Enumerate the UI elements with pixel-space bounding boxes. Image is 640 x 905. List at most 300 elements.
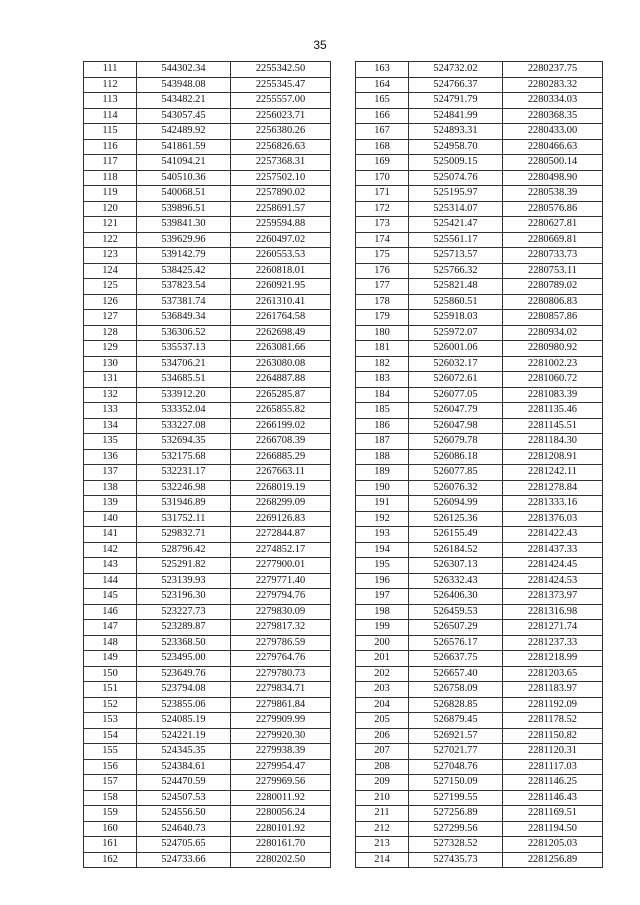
x-coordinate-cell: 540068.51 (137, 186, 231, 202)
point-number-cell: 190 (356, 480, 409, 496)
table-row (84, 387, 331, 403)
point-number-cell: 196 (356, 573, 409, 589)
y-coordinate-cell: 2281120.31 (503, 744, 603, 760)
point-number-cell: 134 (84, 418, 137, 434)
point-number-cell: 122 (84, 232, 137, 248)
y-coordinate-cell: 2269126.83 (231, 511, 331, 527)
y-coordinate-cell: 2280466.63 (503, 139, 603, 155)
point-number-cell: 144 (84, 573, 137, 589)
table-row (84, 635, 331, 651)
table-row (84, 604, 331, 620)
point-number-cell: 147 (84, 620, 137, 636)
point-number-cell: 166 (356, 108, 409, 124)
x-coordinate-cell: 532231.17 (137, 465, 231, 481)
coordinate-table-left (83, 61, 331, 868)
y-coordinate-cell: 2280334.03 (503, 93, 603, 109)
table-row (356, 852, 603, 868)
x-coordinate-cell: 541094.21 (137, 155, 231, 171)
x-coordinate-cell: 524221.19 (137, 728, 231, 744)
table-row (356, 775, 603, 791)
point-number-cell: 189 (356, 465, 409, 481)
x-coordinate-cell: 524766.37 (409, 77, 503, 93)
y-coordinate-cell: 2279938.39 (231, 744, 331, 760)
point-number-cell: 156 (84, 759, 137, 775)
table-row (356, 728, 603, 744)
table-row (356, 480, 603, 496)
x-coordinate-cell: 526507.29 (409, 620, 503, 636)
table-row (84, 449, 331, 465)
point-number-cell: 200 (356, 635, 409, 651)
x-coordinate-cell: 543057.45 (137, 108, 231, 124)
table-row (84, 682, 331, 698)
point-number-cell: 117 (84, 155, 137, 171)
x-coordinate-cell: 527328.52 (409, 837, 503, 853)
y-coordinate-cell: 2281424.45 (503, 558, 603, 574)
y-coordinate-cell: 2281146.43 (503, 790, 603, 806)
point-number-cell: 125 (84, 279, 137, 295)
y-coordinate-cell: 2265285.87 (231, 387, 331, 403)
y-coordinate-cell: 2279771.40 (231, 573, 331, 589)
table-row (84, 821, 331, 837)
y-coordinate-cell: 2265855.82 (231, 403, 331, 419)
table-row (84, 480, 331, 496)
x-coordinate-cell: 523649.76 (137, 666, 231, 682)
point-number-cell: 124 (84, 263, 137, 279)
x-coordinate-cell: 523227.73 (137, 604, 231, 620)
x-coordinate-cell: 524732.02 (409, 62, 503, 78)
x-coordinate-cell: 524384.61 (137, 759, 231, 775)
point-number-cell: 199 (356, 620, 409, 636)
x-coordinate-cell: 543482.21 (137, 93, 231, 109)
x-coordinate-cell: 539629.96 (137, 232, 231, 248)
point-number-cell: 168 (356, 139, 409, 155)
x-coordinate-cell: 526637.75 (409, 651, 503, 667)
table-row (356, 542, 603, 558)
x-coordinate-cell: 525860.51 (409, 294, 503, 310)
point-number-cell: 197 (356, 589, 409, 605)
table-row (84, 186, 331, 202)
y-coordinate-cell: 2279969.56 (231, 775, 331, 791)
y-coordinate-cell: 2279920.30 (231, 728, 331, 744)
x-coordinate-cell: 533227.08 (137, 418, 231, 434)
table-row (356, 496, 603, 512)
table-row (356, 124, 603, 140)
y-coordinate-cell: 2281183.97 (503, 682, 603, 698)
x-coordinate-cell: 526072.61 (409, 372, 503, 388)
x-coordinate-cell: 523289.87 (137, 620, 231, 636)
x-coordinate-cell: 525821.48 (409, 279, 503, 295)
x-coordinate-cell: 526879.45 (409, 713, 503, 729)
point-number-cell: 205 (356, 713, 409, 729)
y-coordinate-cell: 2280789.02 (503, 279, 603, 295)
table-row (84, 697, 331, 713)
x-coordinate-cell: 539896.51 (137, 201, 231, 217)
y-coordinate-cell: 2281192.09 (503, 697, 603, 713)
y-coordinate-cell: 2281333.16 (503, 496, 603, 512)
coordinate-table-body (356, 62, 603, 868)
table-row (356, 93, 603, 109)
point-number-cell: 212 (356, 821, 409, 837)
x-coordinate-cell: 540510.36 (137, 170, 231, 186)
table-row (84, 279, 331, 295)
y-coordinate-cell: 2281135.46 (503, 403, 603, 419)
table-row (84, 666, 331, 682)
x-coordinate-cell: 527048.76 (409, 759, 503, 775)
y-coordinate-cell: 2281422.43 (503, 527, 603, 543)
table-row (356, 837, 603, 853)
x-coordinate-cell: 527256.89 (409, 806, 503, 822)
x-coordinate-cell: 531752.11 (137, 511, 231, 527)
table-row (356, 511, 603, 527)
point-number-cell: 170 (356, 170, 409, 186)
table-row (356, 263, 603, 279)
table-row (84, 620, 331, 636)
point-number-cell: 192 (356, 511, 409, 527)
x-coordinate-cell: 539142.79 (137, 248, 231, 264)
y-coordinate-cell: 2280056.24 (231, 806, 331, 822)
table-row (84, 852, 331, 868)
point-number-cell: 150 (84, 666, 137, 682)
table-row (356, 651, 603, 667)
y-coordinate-cell: 2280368.35 (503, 108, 603, 124)
point-number-cell: 132 (84, 387, 137, 403)
point-number-cell: 121 (84, 217, 137, 233)
x-coordinate-cell: 526657.40 (409, 666, 503, 682)
point-number-cell: 179 (356, 310, 409, 326)
table-row (356, 186, 603, 202)
y-coordinate-cell: 2260553.53 (231, 248, 331, 264)
table-row (84, 263, 331, 279)
x-coordinate-cell: 526758.09 (409, 682, 503, 698)
point-number-cell: 157 (84, 775, 137, 791)
x-coordinate-cell: 525918.03 (409, 310, 503, 326)
x-coordinate-cell: 526079.78 (409, 434, 503, 450)
x-coordinate-cell: 526094.99 (409, 496, 503, 512)
x-coordinate-cell: 525195.97 (409, 186, 503, 202)
x-coordinate-cell: 526125.36 (409, 511, 503, 527)
table-row (356, 713, 603, 729)
table-row (84, 465, 331, 481)
y-coordinate-cell: 2281278.84 (503, 480, 603, 496)
point-number-cell: 158 (84, 790, 137, 806)
x-coordinate-cell: 527021.77 (409, 744, 503, 760)
x-coordinate-cell: 528796.42 (137, 542, 231, 558)
table-row (84, 108, 331, 124)
table-row (84, 341, 331, 357)
y-coordinate-cell: 2281256.89 (503, 852, 603, 868)
point-number-cell: 154 (84, 728, 137, 744)
table-row (356, 573, 603, 589)
table-row (356, 372, 603, 388)
x-coordinate-cell: 542489.92 (137, 124, 231, 140)
x-coordinate-cell: 525713.57 (409, 248, 503, 264)
page-number: 35 (313, 38, 327, 52)
y-coordinate-cell: 2281376.03 (503, 511, 603, 527)
x-coordinate-cell: 523794.08 (137, 682, 231, 698)
y-coordinate-cell: 2280101.92 (231, 821, 331, 837)
point-number-cell: 133 (84, 403, 137, 419)
y-coordinate-cell: 2279764.76 (231, 651, 331, 667)
table-row (84, 496, 331, 512)
point-number-cell: 164 (356, 77, 409, 93)
point-number-cell: 137 (84, 465, 137, 481)
y-coordinate-cell: 2281002.23 (503, 356, 603, 372)
table-row (84, 651, 331, 667)
coordinate-table-body (84, 62, 331, 868)
y-coordinate-cell: 2281178.52 (503, 713, 603, 729)
x-coordinate-cell: 526921.57 (409, 728, 503, 744)
table-row (84, 356, 331, 372)
point-number-cell: 151 (84, 682, 137, 698)
x-coordinate-cell: 537823.54 (137, 279, 231, 295)
x-coordinate-cell: 524841.99 (409, 108, 503, 124)
point-number-cell: 207 (356, 744, 409, 760)
point-number-cell: 123 (84, 248, 137, 264)
table-row (84, 418, 331, 434)
x-coordinate-cell: 526576.17 (409, 635, 503, 651)
x-coordinate-cell: 537381.74 (137, 294, 231, 310)
y-coordinate-cell: 2281194.50 (503, 821, 603, 837)
x-coordinate-cell: 539841.30 (137, 217, 231, 233)
x-coordinate-cell: 526332.43 (409, 573, 503, 589)
table-row (356, 744, 603, 760)
y-coordinate-cell: 2255557.00 (231, 93, 331, 109)
table-row (356, 279, 603, 295)
x-coordinate-cell: 527299.56 (409, 821, 503, 837)
y-coordinate-cell: 2281208.91 (503, 449, 603, 465)
y-coordinate-cell: 2280980.92 (503, 341, 603, 357)
x-coordinate-cell: 524345.35 (137, 744, 231, 760)
y-coordinate-cell: 2280576.86 (503, 201, 603, 217)
y-coordinate-cell: 2281218.99 (503, 651, 603, 667)
point-number-cell: 191 (356, 496, 409, 512)
table-row (356, 170, 603, 186)
point-number-cell: 186 (356, 418, 409, 434)
table-row (356, 620, 603, 636)
point-number-cell: 115 (84, 124, 137, 140)
x-coordinate-cell: 524640.73 (137, 821, 231, 837)
y-coordinate-cell: 2256380.26 (231, 124, 331, 140)
x-coordinate-cell: 538425.42 (137, 263, 231, 279)
point-number-cell: 163 (356, 62, 409, 78)
y-coordinate-cell: 2280433.00 (503, 124, 603, 140)
table-row (356, 201, 603, 217)
x-coordinate-cell: 525074.76 (409, 170, 503, 186)
point-number-cell: 113 (84, 93, 137, 109)
x-coordinate-cell: 525972.07 (409, 325, 503, 341)
x-coordinate-cell: 523139.93 (137, 573, 231, 589)
x-coordinate-cell: 526077.05 (409, 387, 503, 403)
x-coordinate-cell: 524470.59 (137, 775, 231, 791)
table-row (356, 821, 603, 837)
point-number-cell: 185 (356, 403, 409, 419)
table-row (84, 325, 331, 341)
point-number-cell: 211 (356, 806, 409, 822)
point-number-cell: 206 (356, 728, 409, 744)
table-row (84, 124, 331, 140)
point-number-cell: 178 (356, 294, 409, 310)
point-number-cell: 129 (84, 341, 137, 357)
x-coordinate-cell: 531946.89 (137, 496, 231, 512)
y-coordinate-cell: 2279909.99 (231, 713, 331, 729)
x-coordinate-cell: 526076.32 (409, 480, 503, 496)
y-coordinate-cell: 2281083.39 (503, 387, 603, 403)
point-number-cell: 112 (84, 77, 137, 93)
y-coordinate-cell: 2260497.02 (231, 232, 331, 248)
table-row (356, 682, 603, 698)
point-number-cell: 155 (84, 744, 137, 760)
point-number-cell: 171 (356, 186, 409, 202)
point-number-cell: 114 (84, 108, 137, 124)
table-row (356, 527, 603, 543)
table-row (356, 325, 603, 341)
x-coordinate-cell: 529832.71 (137, 527, 231, 543)
point-number-cell: 213 (356, 837, 409, 853)
point-number-cell: 214 (356, 852, 409, 868)
y-coordinate-cell: 2280202.50 (231, 852, 331, 868)
x-coordinate-cell: 523855.06 (137, 697, 231, 713)
table-row (356, 77, 603, 93)
table-row (356, 759, 603, 775)
point-number-cell: 201 (356, 651, 409, 667)
point-number-cell: 210 (356, 790, 409, 806)
y-coordinate-cell: 2280669.81 (503, 232, 603, 248)
point-number-cell: 160 (84, 821, 137, 837)
x-coordinate-cell: 544302.34 (137, 62, 231, 78)
y-coordinate-cell: 2281060.72 (503, 372, 603, 388)
y-coordinate-cell: 2259594.88 (231, 217, 331, 233)
table-row (356, 790, 603, 806)
table-row (356, 139, 603, 155)
point-number-cell: 119 (84, 186, 137, 202)
table-row (356, 248, 603, 264)
y-coordinate-cell: 2280500.14 (503, 155, 603, 171)
table-row (84, 775, 331, 791)
point-number-cell: 172 (356, 201, 409, 217)
x-coordinate-cell: 526155.49 (409, 527, 503, 543)
x-coordinate-cell: 526032.17 (409, 356, 503, 372)
y-coordinate-cell: 2255345.47 (231, 77, 331, 93)
point-number-cell: 118 (84, 170, 137, 186)
point-number-cell: 183 (356, 372, 409, 388)
point-number-cell: 195 (356, 558, 409, 574)
y-coordinate-cell: 2267663.11 (231, 465, 331, 481)
point-number-cell: 145 (84, 589, 137, 605)
point-number-cell: 136 (84, 449, 137, 465)
x-coordinate-cell: 524705.65 (137, 837, 231, 853)
table-row (356, 310, 603, 326)
table-row (84, 713, 331, 729)
table-row (356, 806, 603, 822)
point-number-cell: 142 (84, 542, 137, 558)
y-coordinate-cell: 2260818.01 (231, 263, 331, 279)
x-coordinate-cell: 532246.98 (137, 480, 231, 496)
point-number-cell: 128 (84, 325, 137, 341)
point-number-cell: 184 (356, 387, 409, 403)
point-number-cell: 148 (84, 635, 137, 651)
coordinate-table-right (355, 61, 603, 868)
y-coordinate-cell: 2257368.31 (231, 155, 331, 171)
y-coordinate-cell: 2280161.70 (231, 837, 331, 853)
table-row (356, 418, 603, 434)
table-row (84, 434, 331, 450)
x-coordinate-cell: 523495.00 (137, 651, 231, 667)
point-number-cell: 120 (84, 201, 137, 217)
y-coordinate-cell: 2279861.84 (231, 697, 331, 713)
table-row (356, 434, 603, 450)
table-row (84, 728, 331, 744)
point-number-cell: 161 (84, 837, 137, 853)
table-row (84, 806, 331, 822)
y-coordinate-cell: 2280806.83 (503, 294, 603, 310)
y-coordinate-cell: 2279794.76 (231, 589, 331, 605)
table-row (84, 558, 331, 574)
y-coordinate-cell: 2263081.66 (231, 341, 331, 357)
table-row (356, 62, 603, 78)
x-coordinate-cell: 527199.55 (409, 790, 503, 806)
y-coordinate-cell: 2266708.39 (231, 434, 331, 450)
y-coordinate-cell: 2281316.98 (503, 604, 603, 620)
x-coordinate-cell: 525314.07 (409, 201, 503, 217)
y-coordinate-cell: 2281150.82 (503, 728, 603, 744)
table-row (356, 108, 603, 124)
x-coordinate-cell: 526047.79 (409, 403, 503, 419)
table-row (84, 527, 331, 543)
point-number-cell: 202 (356, 666, 409, 682)
y-coordinate-cell: 2261310.41 (231, 294, 331, 310)
table-row (356, 217, 603, 233)
x-coordinate-cell: 526307.13 (409, 558, 503, 574)
y-coordinate-cell: 2281184.30 (503, 434, 603, 450)
table-row (84, 232, 331, 248)
table-row (356, 666, 603, 682)
x-coordinate-cell: 525009.15 (409, 155, 503, 171)
x-coordinate-cell: 534685.51 (137, 372, 231, 388)
y-coordinate-cell: 2281146.25 (503, 775, 603, 791)
y-coordinate-cell: 2277900.01 (231, 558, 331, 574)
y-coordinate-cell: 2279817.32 (231, 620, 331, 636)
y-coordinate-cell: 2281203.65 (503, 666, 603, 682)
x-coordinate-cell: 532175.68 (137, 449, 231, 465)
y-coordinate-cell: 2279780.73 (231, 666, 331, 682)
y-coordinate-cell: 2258691.57 (231, 201, 331, 217)
x-coordinate-cell: 525561.17 (409, 232, 503, 248)
point-number-cell: 126 (84, 294, 137, 310)
y-coordinate-cell: 2264887.88 (231, 372, 331, 388)
table-row (356, 635, 603, 651)
table-row (356, 697, 603, 713)
table-row (84, 93, 331, 109)
y-coordinate-cell: 2280934.02 (503, 325, 603, 341)
table-row (356, 558, 603, 574)
y-coordinate-cell: 2279786.59 (231, 635, 331, 651)
table-row (84, 744, 331, 760)
y-coordinate-cell: 2266885.29 (231, 449, 331, 465)
y-coordinate-cell: 2281373.97 (503, 589, 603, 605)
point-number-cell: 141 (84, 527, 137, 543)
table-row (84, 294, 331, 310)
x-coordinate-cell: 523196.30 (137, 589, 231, 605)
table-row (356, 341, 603, 357)
x-coordinate-cell: 526459.53 (409, 604, 503, 620)
y-coordinate-cell: 2255342.50 (231, 62, 331, 78)
point-number-cell: 181 (356, 341, 409, 357)
point-number-cell: 146 (84, 604, 137, 620)
y-coordinate-cell: 2281205.03 (503, 837, 603, 853)
x-coordinate-cell: 543948.08 (137, 77, 231, 93)
point-number-cell: 209 (356, 775, 409, 791)
x-coordinate-cell: 526086.18 (409, 449, 503, 465)
